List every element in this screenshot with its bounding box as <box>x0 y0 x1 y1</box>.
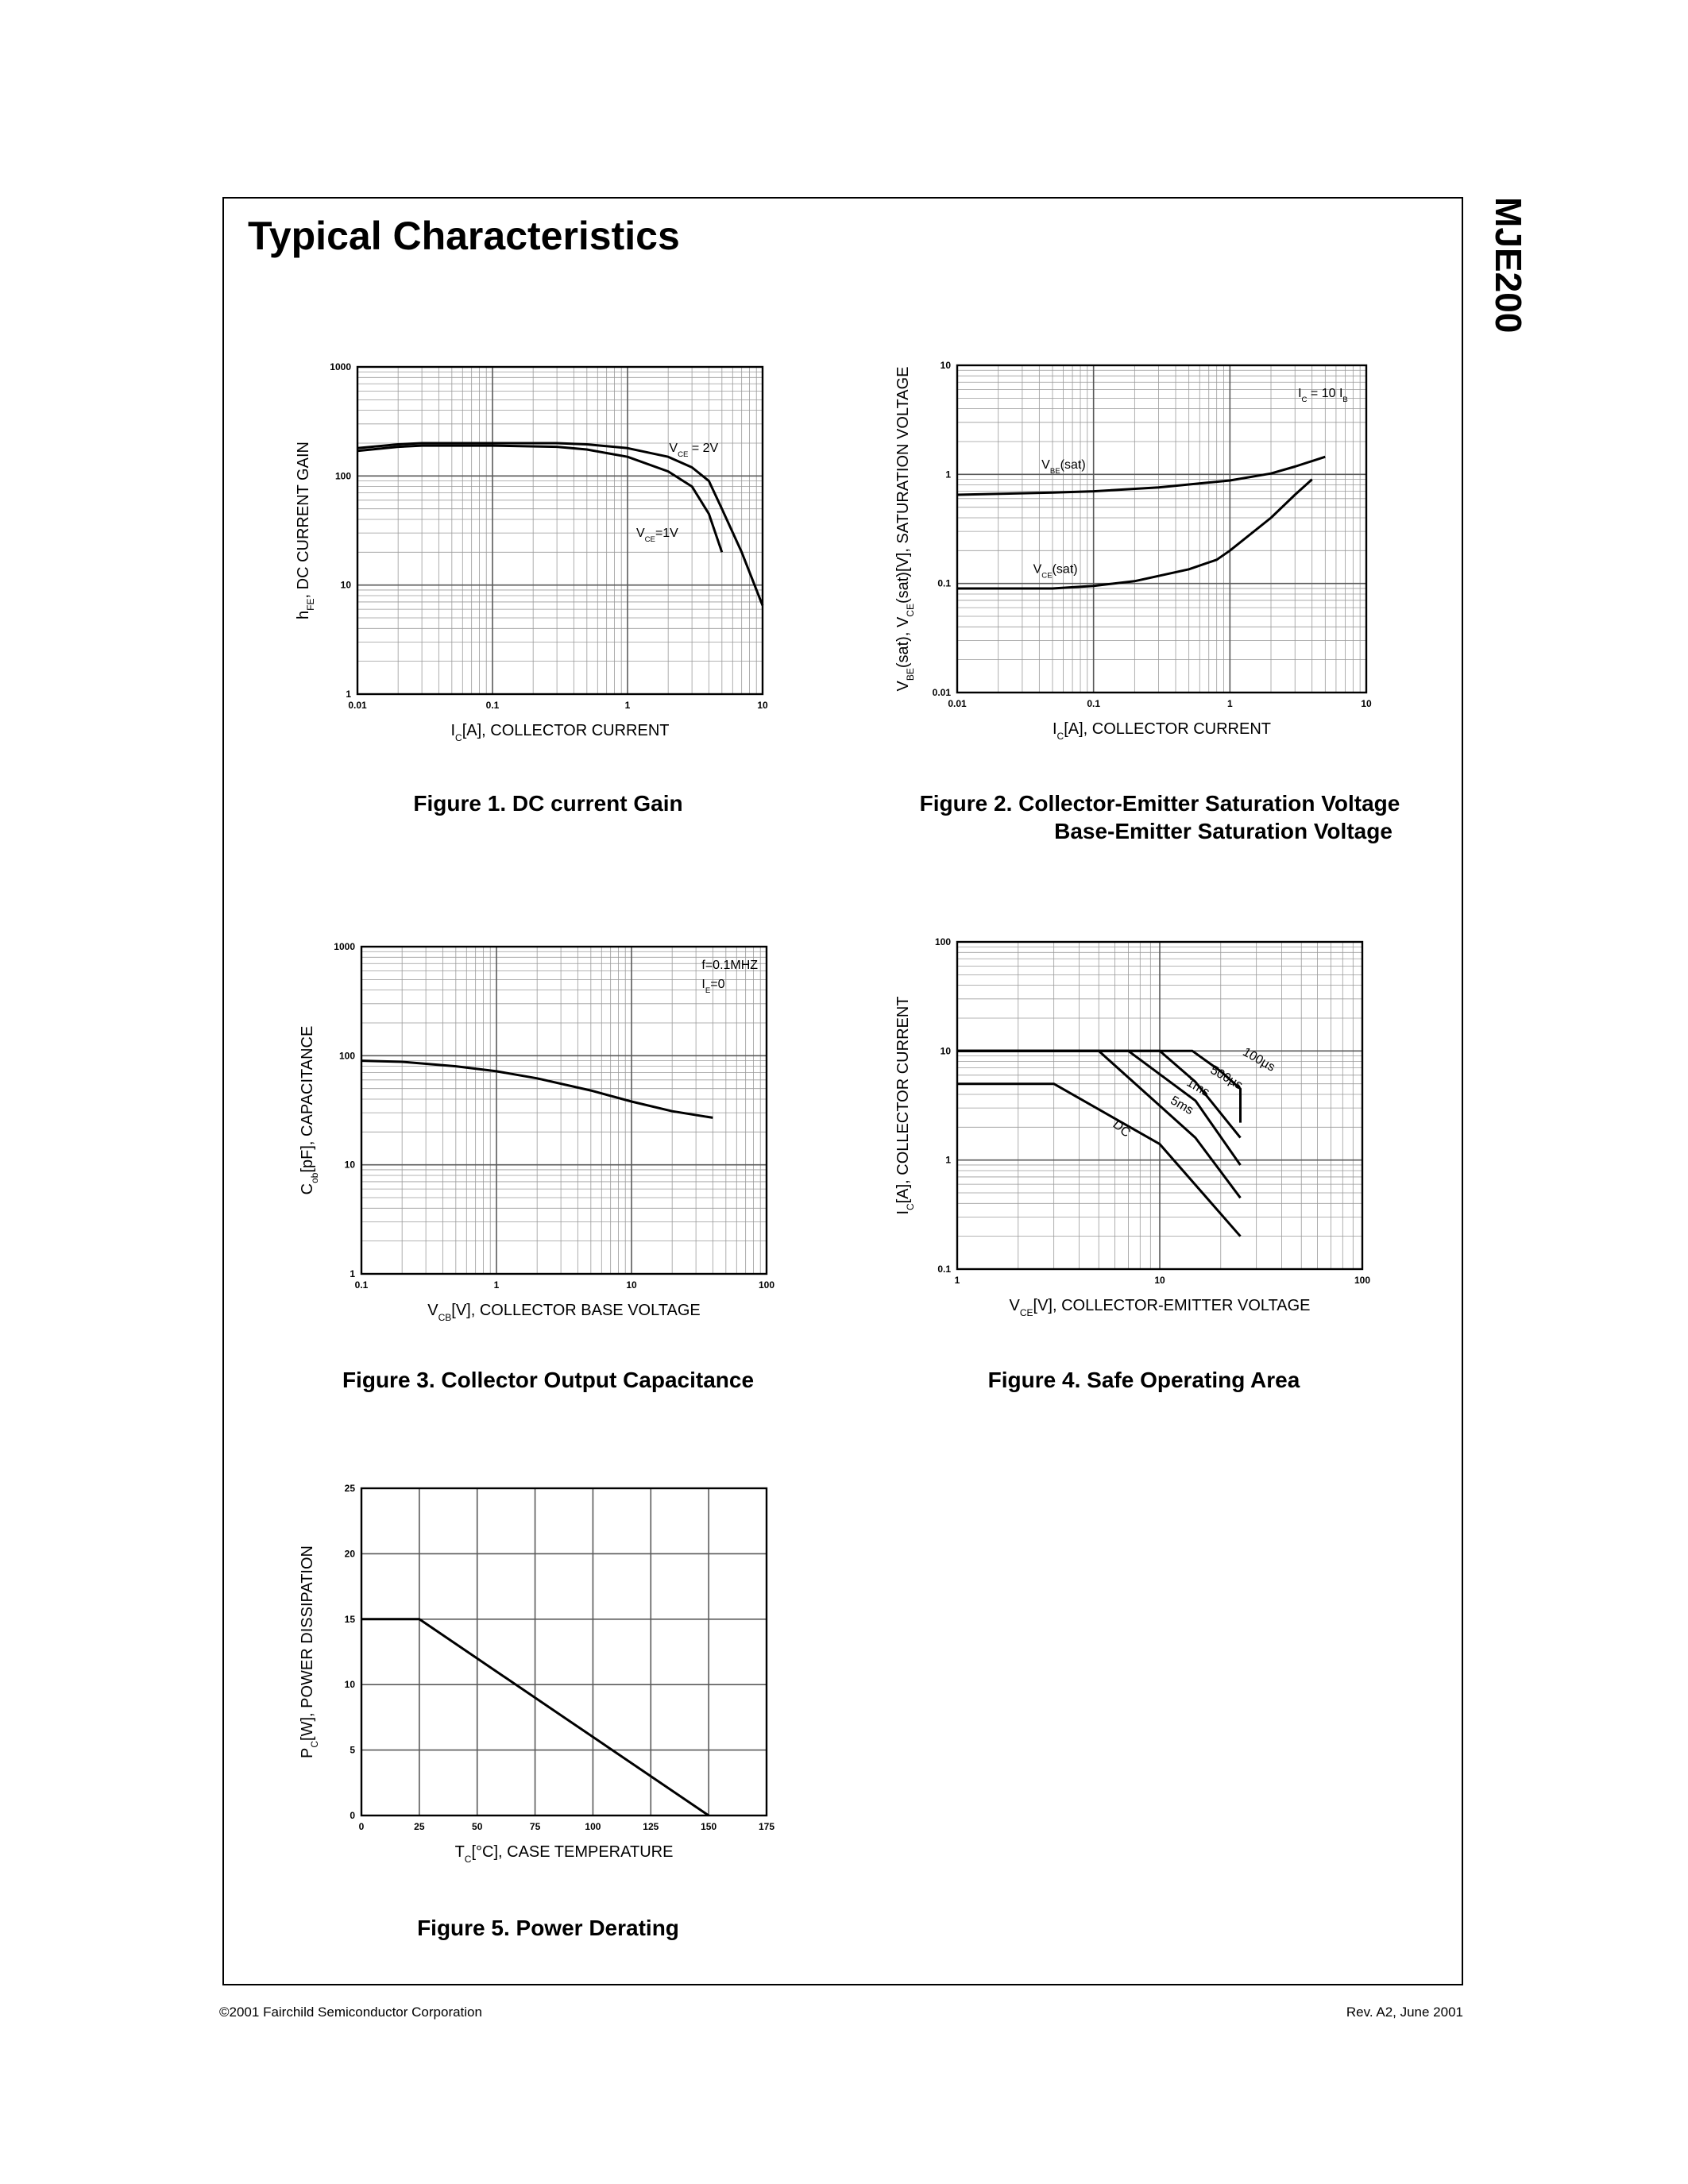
fig1-series-label-1: $V_{CE} = 2V$ <box>669 442 719 459</box>
y-tick-label: 1 <box>945 469 951 480</box>
x-tick-label: 10 <box>1154 1275 1165 1286</box>
caption-fig4: Figure 4. Safe Operating Area <box>987 1368 1300 1392</box>
caption-fig2-line2: Base-Emitter Saturation Voltage <box>1054 819 1393 843</box>
y-tick-label: 100 <box>934 936 951 947</box>
x-tick-label: 100 <box>585 1821 601 1832</box>
x-tick-label: 100 <box>758 1279 775 1291</box>
fig4-series-label-4: 5ms <box>1168 1094 1196 1118</box>
caption-fig5: Figure 5. Power Derating <box>417 1916 679 1940</box>
fig2-svg <box>882 357 1390 754</box>
fig3-x-axis-label: $V_{CB}[V]$, COLLECTOR BASE VOLTAGE <box>427 1302 701 1323</box>
y-tick-label: 1 <box>945 1154 951 1166</box>
y-tick-label: 10 <box>344 1679 355 1691</box>
fig2-major-grid <box>957 365 1366 693</box>
x-tick-label: 50 <box>472 1821 483 1832</box>
chart-fig2 <box>882 357 1390 754</box>
x-tick-label: 10 <box>626 1279 637 1291</box>
fig1-svg <box>286 357 794 754</box>
y-tick-label: 10 <box>940 1045 951 1057</box>
x-tick-label: 0 <box>358 1821 365 1832</box>
fig2-x-axis-label: $I_C[A]$, COLLECTOR CURRENT <box>1052 720 1272 742</box>
y-tick-label: 1 <box>346 689 351 700</box>
fig2-condition-annotation: $I_C = 10$ $I_B$ <box>1298 387 1348 404</box>
y-tick-label: 10 <box>340 579 351 591</box>
chart-fig3 <box>286 937 794 1334</box>
y-tick-label: 1000 <box>330 361 351 372</box>
fig3-frequency-annotation: f=0.1MHZ <box>701 959 759 972</box>
fig3-plot-frame <box>361 947 767 1274</box>
fig5-y-axis-label: $P_C[W]$, POWER DISSIPATION <box>299 1545 320 1758</box>
x-tick-label: 150 <box>701 1821 717 1832</box>
part-number-text: MJE200 <box>1488 197 1529 334</box>
fig4-series-label-3: 1ms <box>1184 1075 1212 1100</box>
chart-fig5 <box>286 1479 794 1876</box>
fig5-major-grid <box>361 1488 767 1815</box>
fig2-series-label-1: $V_{BE}(sat)$ <box>1041 457 1086 476</box>
x-tick-label: 10 <box>757 700 768 711</box>
fig1-minor-grid <box>357 367 763 694</box>
y-tick-label: 0.1 <box>937 1264 951 1275</box>
y-tick-label: 1000 <box>334 941 355 952</box>
fig1-major-grid <box>357 367 763 694</box>
fig1-series-label-2: $V_{CE}=1V$ <box>635 527 678 544</box>
fig4-series-label-1: 100µs <box>1240 1045 1277 1075</box>
fig5-x-axis-label: $T_C[^\circ C]$, CASE TEMPERATURE <box>454 1843 674 1865</box>
page-title: Typical Characteristics <box>248 214 680 258</box>
fig4-x-axis-label: $V_{CE}[V]$, COLLECTOR-EMITTER VOLTAGE <box>1009 1297 1311 1318</box>
x-tick-label: 1 <box>624 700 631 711</box>
y-tick-label: 20 <box>344 1548 355 1560</box>
footer-copyright: ©2001 Fairchild Semiconductor Corporation <box>219 2005 482 2020</box>
fig1-series-line-1 <box>357 443 763 605</box>
y-tick-label: 100 <box>334 470 351 482</box>
x-tick-label: 100 <box>1354 1275 1371 1286</box>
footer-revision: Rev. A2, June 2001 <box>1346 2005 1463 2020</box>
x-tick-label: 25 <box>414 1821 425 1832</box>
fig3-major-grid <box>361 947 767 1274</box>
y-tick-label: 10 <box>940 360 951 371</box>
fig4-svg <box>882 932 1390 1329</box>
y-tick-label: 25 <box>344 1483 355 1494</box>
caption-fig1: Figure 1. DC current Gain <box>413 791 683 816</box>
y-tick-label: 1 <box>350 1268 355 1279</box>
y-tick-label: 5 <box>350 1744 355 1756</box>
x-tick-label: 1 <box>1226 698 1233 709</box>
fig1-y-axis-label: $h_{FE}$, DC CURRENT GAIN <box>295 442 316 619</box>
fig3-y-axis-label: $C_{ob}[pF]$, CAPACITANCE <box>299 1025 320 1195</box>
fig2-y-axis-label: $V_{BE}(sat)$, $V_{CE}(sat)[V]$, SATURATION VOLTAGE <box>894 366 916 692</box>
fig2-series-line-1 <box>957 457 1325 495</box>
x-tick-label: 0.1 <box>485 700 500 711</box>
chart-fig1 <box>286 357 794 754</box>
x-tick-label: 10 <box>1361 698 1372 709</box>
y-tick-label: 100 <box>338 1050 355 1062</box>
fig3-svg <box>286 937 794 1334</box>
fig2-plot-frame <box>957 365 1366 693</box>
caption-fig3: Figure 3. Collector Output Capacitance <box>342 1368 755 1392</box>
fig3-emitter-current-annotation: $I_E=0$ <box>701 978 725 995</box>
fig4-y-axis-label: $I_C[A]$, COLLECTOR CURRENT <box>894 996 916 1215</box>
fig2-series-label-2: $V_{CE}(sat)$ <box>1033 562 1078 581</box>
x-tick-label: 1 <box>954 1275 960 1286</box>
fig4-series-label-2: 500µs <box>1207 1063 1246 1093</box>
x-tick-label: 125 <box>643 1821 659 1832</box>
x-tick-label: 175 <box>758 1821 775 1832</box>
y-tick-label: 0.1 <box>937 577 951 589</box>
part-number <box>1468 197 1535 356</box>
y-tick-label: 15 <box>344 1613 355 1625</box>
fig3-minor-grid <box>361 947 767 1274</box>
y-tick-label: 0 <box>350 1810 355 1821</box>
x-tick-label: 0.1 <box>1087 698 1101 709</box>
fig1-x-axis-label: $I_C[A]$, COLLECTOR CURRENT <box>450 722 670 743</box>
fig2-minor-grid <box>957 365 1366 693</box>
x-tick-label: 75 <box>529 1821 541 1832</box>
fig5-plot-frame <box>361 1488 767 1815</box>
fig5-svg <box>286 1479 794 1876</box>
caption-fig2-line1: Figure 2. Collector-Emitter Saturation Voltage <box>919 791 1400 816</box>
chart-fig4 <box>882 932 1390 1329</box>
x-tick-label: 0.01 <box>948 698 967 709</box>
y-tick-label: 0.01 <box>932 687 951 698</box>
x-tick-label: 0.1 <box>354 1279 369 1291</box>
x-tick-label: 1 <box>493 1279 500 1291</box>
fig4-series-label-5: DC <box>1110 1117 1134 1140</box>
y-tick-label: 10 <box>344 1159 355 1171</box>
fig1-plot-frame <box>357 367 763 694</box>
x-tick-label: 0.01 <box>348 700 367 711</box>
